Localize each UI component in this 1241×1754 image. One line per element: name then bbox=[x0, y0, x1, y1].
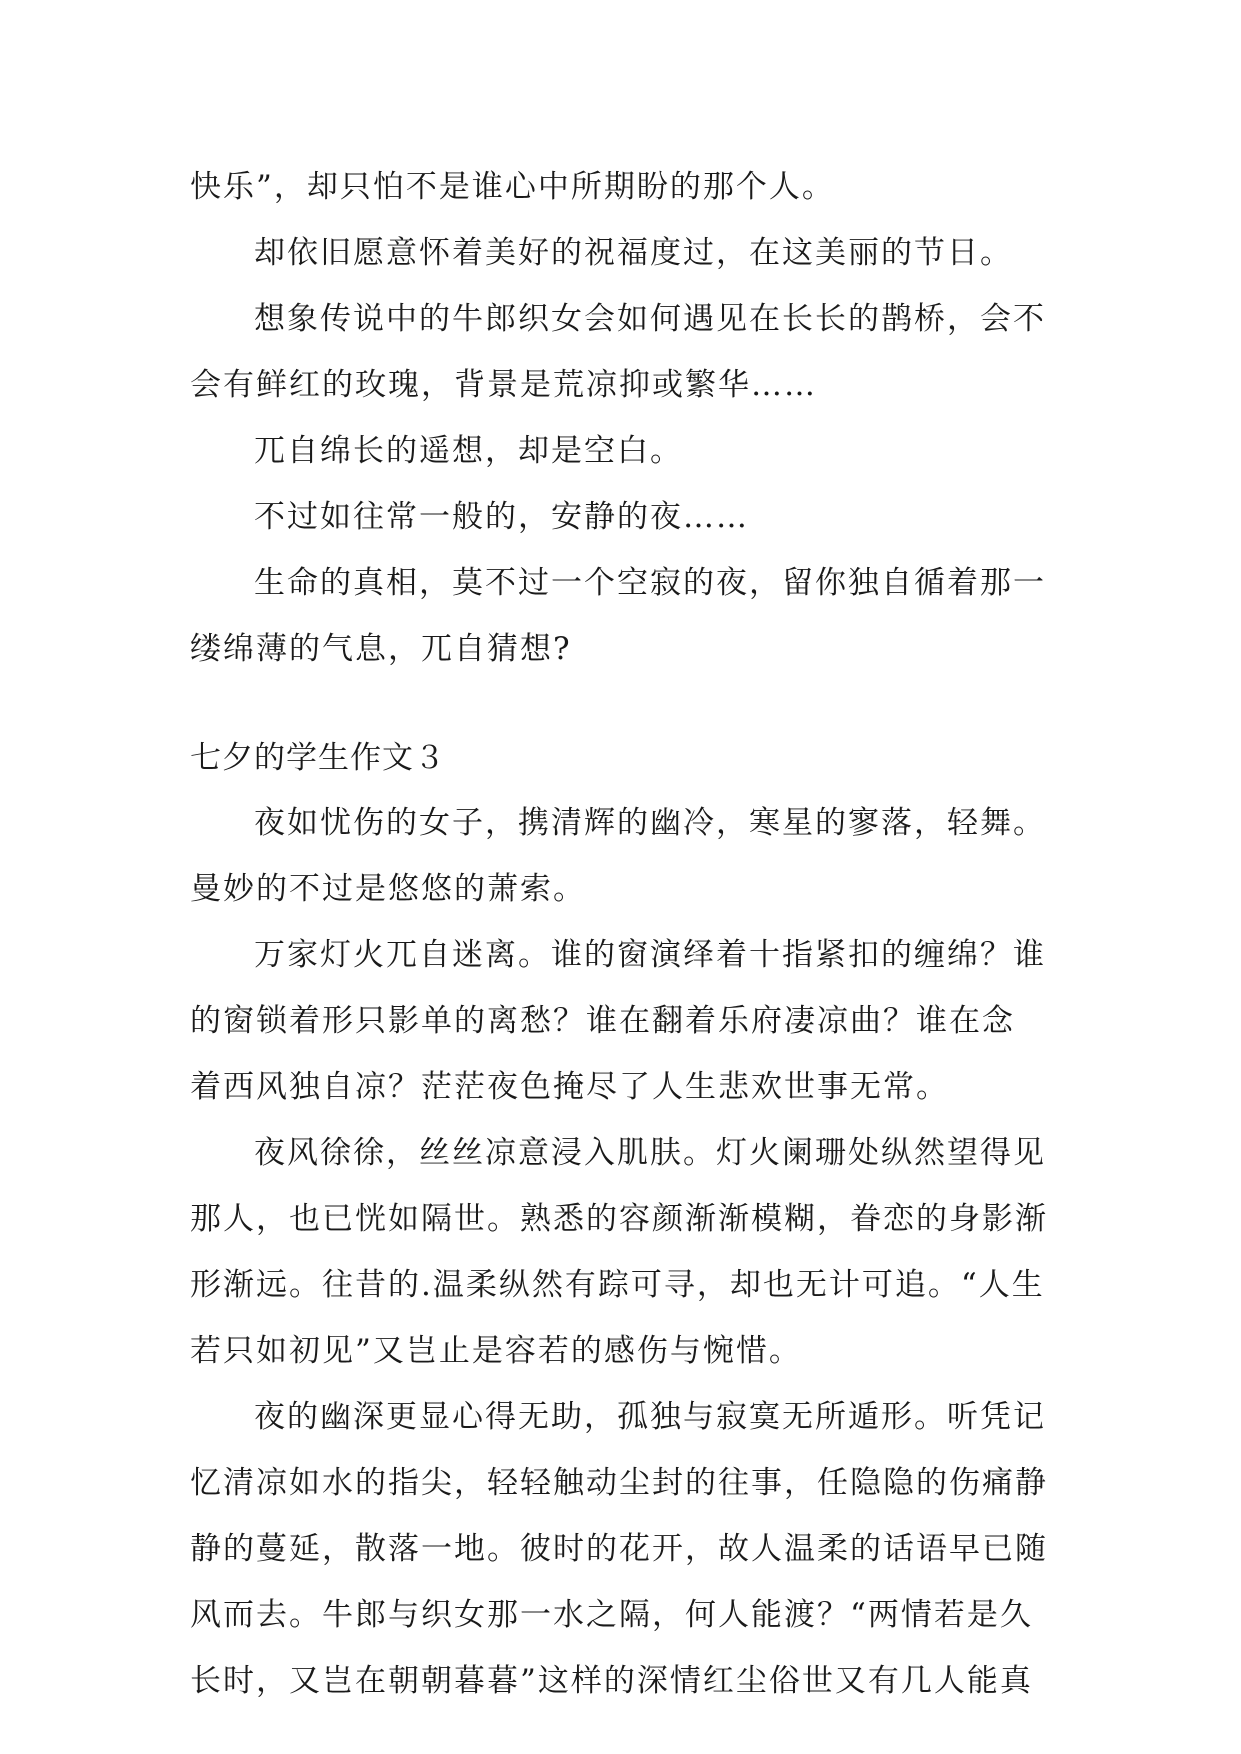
text-line: 忆清凉如水的指尖，轻轻触动尘封的往事，任隐隐的伤痛静 bbox=[190, 1465, 1048, 1501]
paragraph-line: 万家灯火兀自迷离。谁的窗演绎着十指紧扣的缠绵？谁 bbox=[254, 937, 1046, 973]
text-line: 会有鲜红的玫瑰，背景是荒凉抑或繁华…… bbox=[190, 367, 817, 403]
text-line: 静的蔓延，散落一地。彼时的花开，故人温柔的话语早已随 bbox=[190, 1531, 1048, 1567]
paragraph-line: 夜如忧伤的女子，携清辉的幽冷，寒星的寥落，轻舞。 bbox=[254, 805, 1046, 841]
paragraph-line: 想象传说中的牛郎织女会如何遇见在长长的鹊桥，会不 bbox=[254, 301, 1046, 337]
text-line: 着西风独自凉？茫茫夜色掩尽了人生悲欢世事无常。 bbox=[190, 1069, 949, 1105]
text-line: 快乐”，却只怕不是谁心中所期盼的那个人。 bbox=[190, 169, 835, 205]
text-line: 若只如初见”又岂止是容若的感伤与惋惜。 bbox=[190, 1333, 802, 1369]
paragraph-line: 却依旧愿意怀着美好的祝福度过，在这美丽的节日。 bbox=[254, 235, 1013, 271]
section-heading: 七夕的学生作文３ bbox=[190, 740, 446, 776]
paragraph-line: 夜风徐徐，丝丝凉意浸入肌肤。灯火阑珊处纵然望得见 bbox=[254, 1135, 1046, 1171]
paragraph-line: 不过如往常一般的，安静的夜…… bbox=[254, 499, 749, 535]
text-line: 那人，也已恍如隔世。熟悉的容颜渐渐模糊，眷恋的身影渐 bbox=[190, 1201, 1048, 1237]
text-line: 长时，又岂在朝朝暮暮”这样的深情红尘俗世又有几人能真 bbox=[190, 1663, 1033, 1699]
paragraph-line: 生命的真相，莫不过一个空寂的夜，留你独自循着那一 bbox=[254, 565, 1046, 601]
text-line: 的窗锁着形只影单的离愁？谁在翻着乐府凄凉曲？谁在念 bbox=[190, 1003, 1015, 1039]
text-line: 形渐远。往昔的.温柔纵然有踪可寻，却也无计可追。“人生 bbox=[190, 1267, 1045, 1303]
paragraph-line: 夜的幽深更显心得无助，孤独与寂寞无所遁形。听凭记 bbox=[254, 1399, 1046, 1435]
paragraph-line: 兀自绵长的遥想，却是空白。 bbox=[254, 433, 683, 469]
text-line: 缕绵薄的气息，兀自猜想? bbox=[190, 631, 572, 667]
text-line: 风而去。牛郎与织女那一水之隔，何人能渡？“两情若是久 bbox=[190, 1597, 1033, 1633]
text-line: 曼妙的不过是悠悠的萧索。 bbox=[190, 871, 586, 907]
